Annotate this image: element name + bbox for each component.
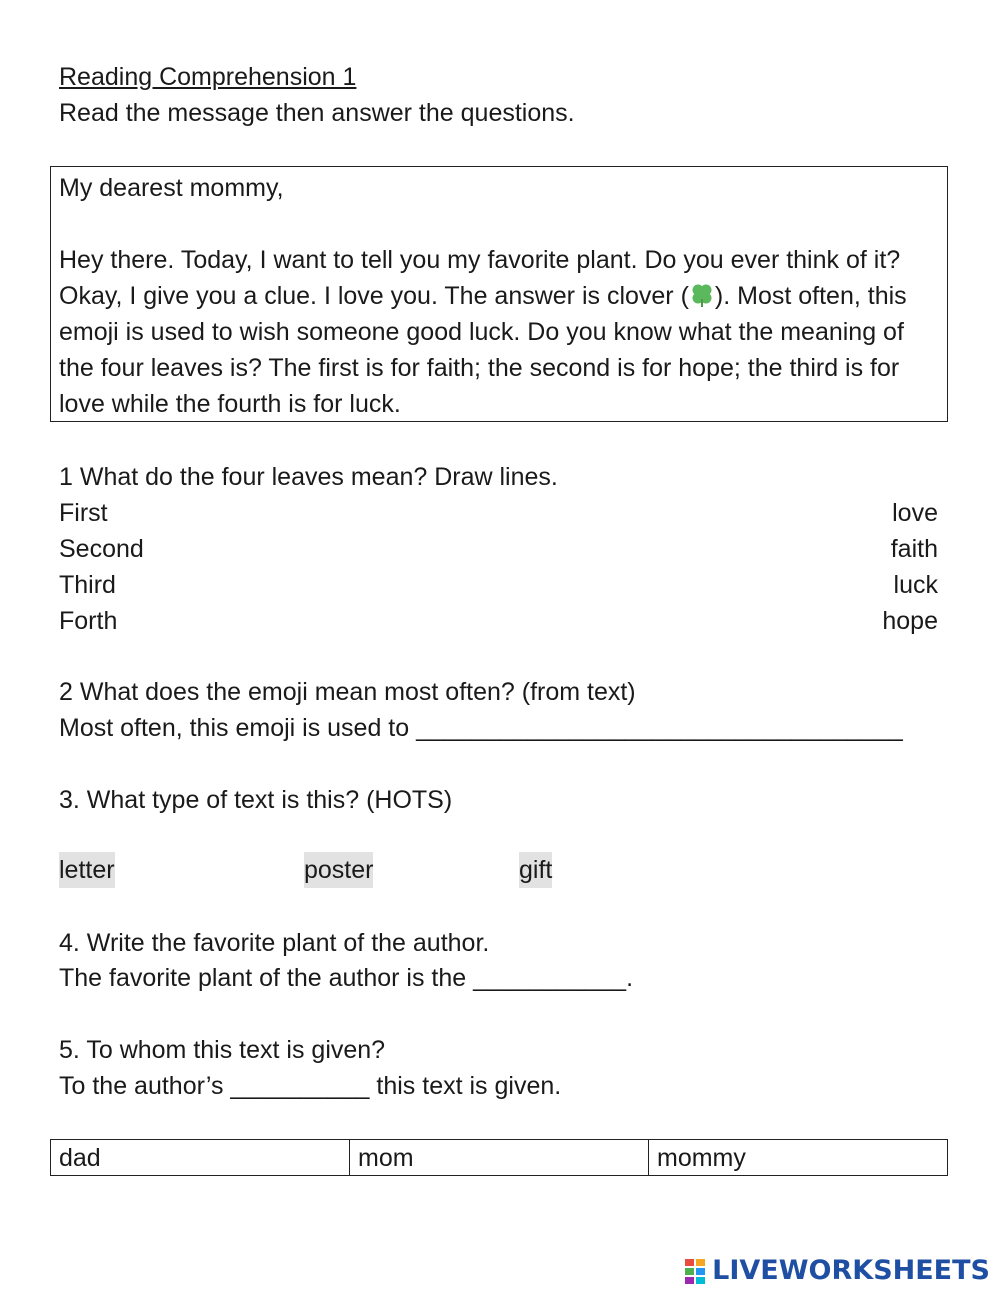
match-left-item[interactable]: Third — [59, 571, 116, 599]
letter-greeting: My dearest mommy, — [59, 174, 284, 202]
letter-body — [59, 242, 929, 422]
match-left-item[interactable]: Second — [59, 535, 144, 563]
match-row — [59, 495, 938, 531]
liveworksheets-wordmark: LIVEWORKSHEETS — [712, 1255, 990, 1286]
choice-gift[interactable]: gift — [519, 852, 552, 888]
question-2-answer-line[interactable]: Most often, this emoji is used to ___________________________________ — [59, 714, 903, 742]
match-left-item[interactable]: Forth — [59, 607, 118, 635]
question-2-prompt: 2 What does the emoji mean most often? (from text) — [59, 678, 636, 706]
match-right-item[interactable]: luck — [893, 571, 938, 599]
match-right-item[interactable]: hope — [882, 607, 938, 635]
question-5-prompt: 5. To whom this text is given? — [59, 1036, 386, 1064]
answer-options-table — [50, 1139, 948, 1176]
instructions: Read the message then answer the questions. — [59, 99, 575, 127]
clover-icon — [689, 282, 715, 308]
match-left-item[interactable]: First — [59, 499, 108, 527]
match-right-item[interactable]: faith — [890, 535, 938, 563]
option-cell[interactable]: mom — [350, 1140, 649, 1176]
letter-body-part1: Hey there. Today, I want to tell you my favorite plant. Do you ever think of it? Okay, I give you a clue. I love you. The answer is clover ( — [59, 246, 901, 310]
option-cell[interactable]: dad — [51, 1140, 350, 1176]
match-row — [59, 603, 938, 639]
worksheet-title: Reading Comprehension 1 — [59, 63, 357, 91]
question-4-answer-line[interactable]: The favorite plant of the author is the ___________. — [59, 964, 634, 992]
question-5-answer-line[interactable]: To the author’s __________ this text is given. — [59, 1072, 562, 1100]
liveworksheets-logo — [684, 1254, 990, 1288]
choice-letter[interactable]: letter — [59, 852, 115, 888]
match-row — [59, 531, 938, 567]
question-1-prompt: 1 What do the four leaves mean? Draw lines. — [59, 463, 558, 491]
match-row — [59, 567, 938, 603]
choice-poster[interactable]: poster — [304, 852, 373, 888]
letter-box — [50, 166, 948, 422]
option-cell[interactable]: mommy — [649, 1140, 948, 1176]
question-4-prompt: 4. Write the favorite plant of the author. — [59, 929, 490, 957]
match-right-item[interactable]: love — [892, 499, 938, 527]
question-3-prompt: 3. What type of text is this? (HOTS) — [59, 786, 453, 814]
letter-body-part2: ). Most often, this emoji is used to wish someone good luck. Do you know what the meaning of the four leaves is? The first is for faith; the second is for hope; the third is for love while the fourth is for luck. — [59, 282, 907, 418]
liveworksheets-logo-icon — [684, 1257, 708, 1285]
